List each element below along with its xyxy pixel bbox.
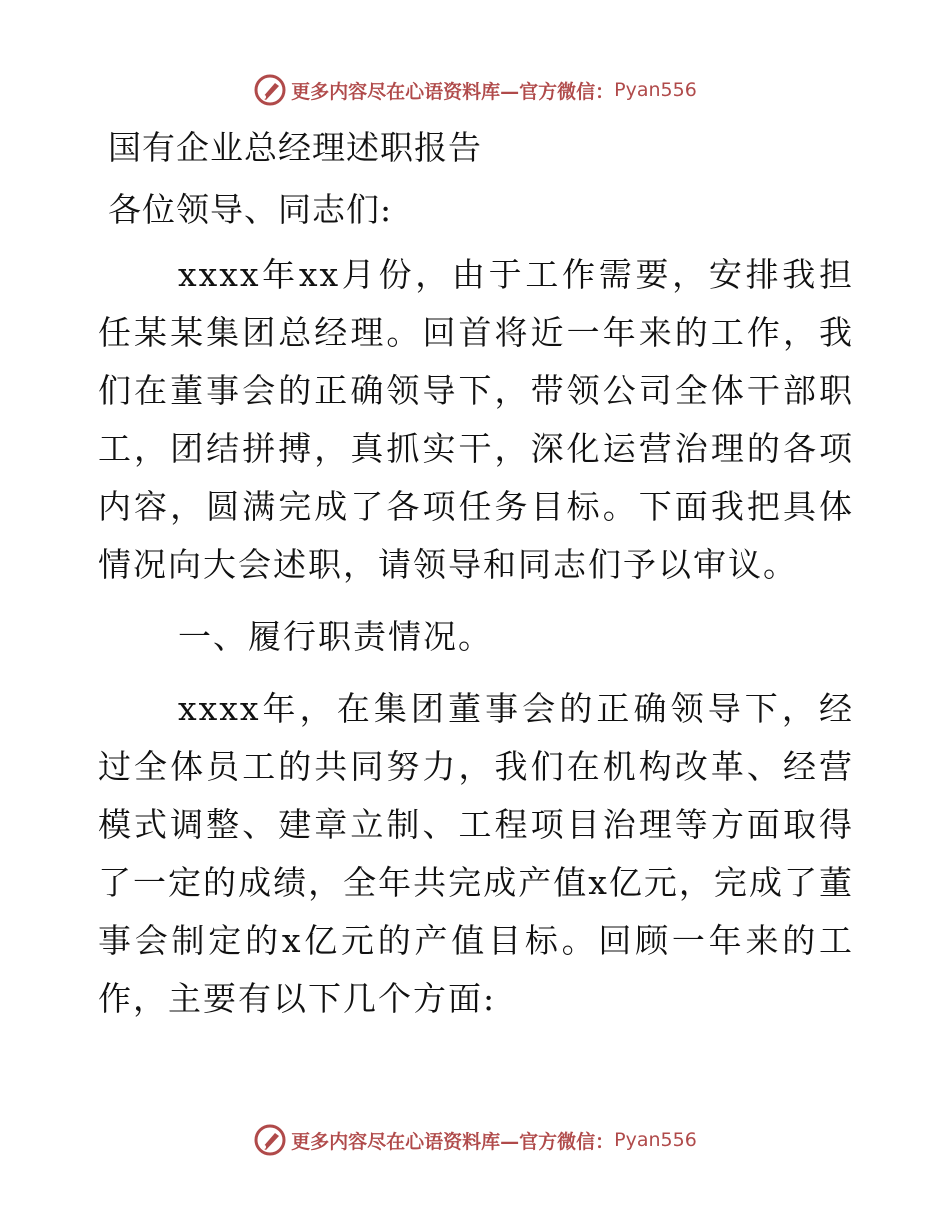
document-body xyxy=(98,126,854,1028)
pen-circle-logo-icon xyxy=(253,1123,287,1157)
header-banner xyxy=(0,70,950,110)
footer-banner xyxy=(0,1120,950,1160)
banner-text: 更多内容尽在心语资料库—官方微信： xyxy=(291,80,615,103)
greeting: 各位领导、同志们: xyxy=(108,190,393,229)
paragraph: xxxx年，在集团董事会的正确领导下，经过全体员工的共同努力，我们在机构改革、经营模式调整、建章立制、工程项目治理等方面取得了一定的成绩，全年共完成产值x亿元，完成了董事会制定的x亿元的产值目标。回顾一年来的工作，主要有以下几个方面: xyxy=(98,689,854,1018)
section-heading: 一、履行职责情况。 xyxy=(178,617,493,656)
pen-circle-logo-icon xyxy=(253,73,287,107)
banner-text: 更多内容尽在心语资料库—官方微信： xyxy=(291,1130,615,1153)
paragraph: xxxx年xx月份，由于工作需要，安排我担任某某集团总经理。回首将近一年来的工作，我们在董事会的正确领导下，带领公司全体干部职工，团结拼搏，真抓实干，深化运营治理的各项内容，圆满完成了各项任务目标。下面我把具体情况向大会述职，请领导和同志们予以审议。 xyxy=(98,255,854,584)
banner-wechat-id: Pyan556 xyxy=(614,79,697,101)
banner-wechat-id: Pyan556 xyxy=(614,1129,697,1151)
document-title: 国有企业总经理述职报告 xyxy=(108,128,482,167)
